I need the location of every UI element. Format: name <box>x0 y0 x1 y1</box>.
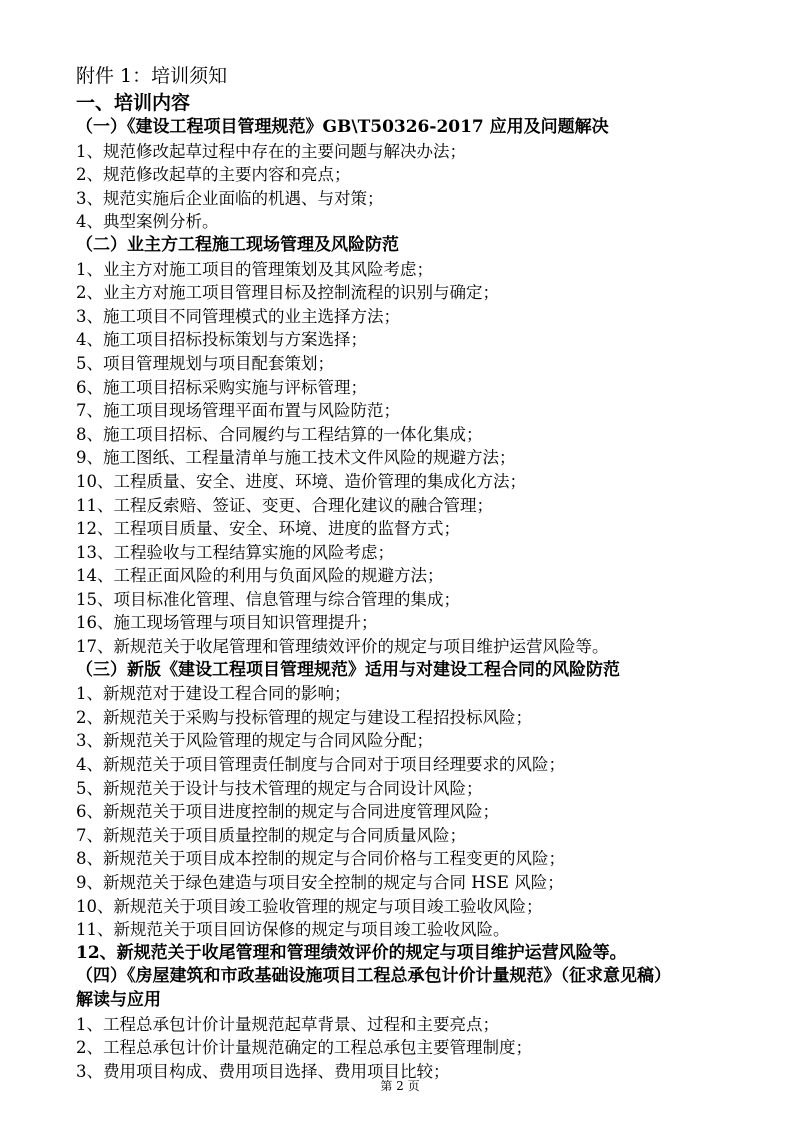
list-item: 6、施工项目招标采购实施与评标管理； <box>76 377 367 397</box>
list-item: 6、新规范关于项目进度控制的规定与合同进度管理风险； <box>76 802 499 822</box>
subsection-heading: 解读与应用 <box>76 989 161 1010</box>
list-item: 2、规范修改起草的主要内容和亮点； <box>76 165 351 185</box>
list-item: 3、规范实施后企业面临的机遇、与对策； <box>76 188 384 208</box>
attachment-title: 附件 1：培训须知 <box>76 65 228 87</box>
list-item: 11、工程反索赔、签证、变更、合理化建议的融合管理； <box>76 495 493 515</box>
subsection-heading: （一）《建设工程项目管理规范》GB\T50326-2017 应用及问题解决 <box>76 117 609 137</box>
list-item: 17、新规范关于收尾管理和管理绩效评价的规定与项目维护运营风险等。 <box>76 637 609 657</box>
subsection-heading: （三）新版《建设工程项目管理规范》适用与对建设工程合同的风险防范 <box>76 659 620 680</box>
list-item: 16、施工现场管理与项目知识管理提升； <box>76 613 378 633</box>
list-item: 14、工程正面风险的利用与负面风险的规避方法； <box>76 566 444 586</box>
list-item: 10、新规范关于项目竣工验收管理的规定与项目竣工验收风险； <box>76 896 543 916</box>
list-item: 1、新规范对于建设工程合同的影响； <box>76 684 351 704</box>
list-item: 10、工程质量、安全、进度、环境、造价管理的集成化方法； <box>76 471 526 491</box>
list-item: 8、新规范关于项目成本控制的规定与合同价格与工程变更的风险； <box>76 849 565 869</box>
list-item: 4、典型案例分析。 <box>76 212 219 232</box>
list-item: 12、新规范关于收尾管理和管理绩效评价的规定与项目维护运营风险等。 <box>76 942 627 963</box>
content-lines <box>76 116 776 1083</box>
document-body <box>76 62 776 1083</box>
list-item: 1、工程总承包计价计量规范起草背景、过程和主要亮点； <box>76 1014 499 1034</box>
list-item: 1、业主方对施工项目的管理策划及其风险考虑； <box>76 259 433 279</box>
list-item: 4、新规范关于项目管理责任制度与合同对于项目经理要求的风险； <box>76 755 565 775</box>
list-item: 3、新规范关于风险管理的规定与合同风险分配； <box>76 731 433 751</box>
list-item: 2、新规范关于采购与投标管理的规定与建设工程招投标风险； <box>76 707 532 727</box>
list-item: 12、工程项目质量、安全、环境、进度的监督方式； <box>76 519 460 539</box>
list-item: 1、规范修改起草过程中存在的主要问题与解决办法； <box>76 141 466 161</box>
list-item: 3、施工项目不同管理模式的业主选择方法； <box>76 306 400 326</box>
list-item: 9、施工图纸、工程量清单与施工技术文件风险的规避方法； <box>76 448 516 468</box>
list-item: 8、施工项目招标、合同履约与工程结算的一体化集成； <box>76 424 483 444</box>
page-number: 第 2 页 <box>380 1079 420 1093</box>
list-item: 5、新规范关于设计与技术管理的规定与合同设计风险； <box>76 778 483 798</box>
list-item: 3、费用项目构成、费用项目选择、费用项目比较； <box>76 1061 450 1081</box>
subsection-heading: （四）《房屋建筑和市政基础设施项目工程总承包计价计量规范》（征求意见稿） <box>76 966 671 987</box>
subsection-heading: （二）业主方工程施工现场管理及风险防范 <box>76 234 399 255</box>
list-item: 7、新规范关于项目质量控制的规定与合同质量风险； <box>76 825 466 845</box>
section-heading: 一、培训内容 <box>76 92 191 114</box>
list-item: 4、施工项目招标投标策划与方案选择； <box>76 330 367 350</box>
list-item: 15、项目标准化管理、信息管理与综合管理的集成； <box>76 589 460 609</box>
list-item: 9、新规范关于绿色建造与项目安全控制的规定与合同 HSE 风险； <box>76 873 564 892</box>
list-item: 7、施工项目现场管理平面布置与风险防范； <box>76 401 400 421</box>
list-item: 5、项目管理规划与项目配套策划； <box>76 353 334 373</box>
list-item: 2、业主方对施工项目管理目标及控制流程的识别与确定； <box>76 283 499 303</box>
list-item: 11、新规范关于项目回访保修的规定与项目竣工验收风险。 <box>76 920 510 940</box>
list-item: 13、工程验收与工程结算实施的风险考虑； <box>76 542 394 562</box>
list-item: 2、工程总承包计价计量规范确定的工程总承包主要管理制度； <box>76 1038 532 1058</box>
